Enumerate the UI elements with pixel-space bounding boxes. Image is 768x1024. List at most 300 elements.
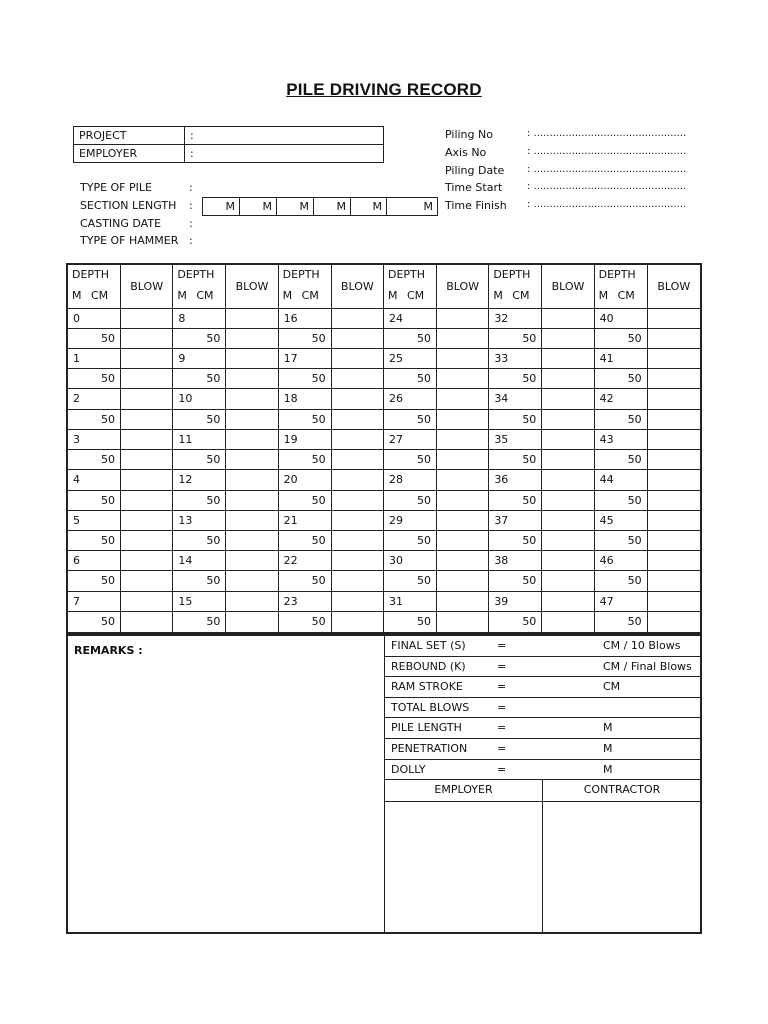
time-finish-value[interactable]: : ................................................	[527, 199, 687, 210]
blow-cell[interactable]	[332, 450, 383, 469]
table-row	[279, 571, 383, 591]
blow-cell[interactable]	[121, 329, 172, 348]
blow-cell[interactable]	[648, 571, 700, 590]
depth-centimeter: 50	[416, 534, 431, 548]
depth-centimeter: 50	[101, 493, 115, 507]
depth-meter: 30	[388, 554, 403, 568]
depth-cell	[384, 592, 437, 611]
blow-cell[interactable]	[332, 551, 383, 570]
blow-cell[interactable]	[437, 389, 488, 408]
result-row	[385, 677, 701, 698]
blow-cell[interactable]	[226, 612, 277, 632]
blow-cell[interactable]	[332, 410, 383, 429]
blow-cell[interactable]	[648, 329, 700, 348]
depth-meter: 28	[388, 473, 403, 487]
table-row	[279, 470, 383, 490]
table-row	[173, 592, 277, 612]
blow-cell[interactable]	[648, 592, 700, 611]
blow-cell[interactable]	[121, 571, 172, 590]
depth-meter: 35	[494, 432, 509, 446]
depth-cell	[595, 511, 648, 530]
depth-cell	[68, 612, 121, 632]
blow-cell[interactable]	[121, 309, 172, 328]
blow-cell[interactable]	[226, 571, 277, 590]
depth-group	[595, 265, 700, 632]
blow-cell[interactable]	[121, 389, 172, 408]
blow-cell[interactable]	[332, 470, 383, 489]
blow-cell[interactable]	[542, 612, 593, 632]
bottom-section	[66, 634, 702, 934]
depth-cell	[173, 450, 226, 469]
depth-cell	[68, 592, 121, 611]
type-of-pile-colon: :	[189, 181, 193, 194]
depth-cell	[279, 571, 332, 590]
table-row	[68, 369, 172, 389]
depth-cell	[68, 430, 121, 449]
segment-box[interactable]: M	[202, 197, 240, 216]
blow-cell[interactable]	[437, 329, 488, 348]
depth-cell	[173, 531, 226, 550]
piling-no-label: Piling No	[445, 128, 493, 141]
blow-cell[interactable]	[542, 531, 593, 550]
blow-cell[interactable]	[542, 592, 593, 611]
blow-cell[interactable]	[648, 369, 700, 388]
blow-cell[interactable]	[542, 470, 593, 489]
depth-meter: 34	[494, 392, 509, 406]
result-label: DOLLY	[391, 762, 426, 776]
blow-cell[interactable]	[437, 531, 488, 550]
table-row	[595, 571, 700, 591]
blow-cell[interactable]	[332, 511, 383, 530]
depth-centimeter: 50	[101, 534, 115, 548]
depth-cell	[68, 309, 121, 328]
blow-cell[interactable]	[542, 571, 593, 590]
blow-cell[interactable]	[437, 470, 488, 489]
result-row	[385, 698, 701, 719]
depth-meter: 36	[494, 473, 509, 487]
blow-cell[interactable]	[332, 531, 383, 550]
depth-meter: 23	[283, 594, 298, 608]
depth-cell	[595, 349, 648, 368]
depth-cell	[173, 592, 226, 611]
depth-meter: 2	[73, 392, 80, 406]
table-row	[384, 531, 488, 551]
blow-cell[interactable]	[226, 309, 277, 328]
segment-box[interactable]: M	[351, 197, 387, 216]
blow-cell[interactable]	[226, 531, 277, 550]
table-row	[173, 329, 277, 349]
depth-cell	[384, 309, 437, 328]
blow-cell[interactable]	[648, 551, 700, 570]
blow-cell[interactable]	[121, 592, 172, 611]
blow-cell[interactable]	[121, 450, 172, 469]
piling-no-value[interactable]: : ................................................	[527, 128, 687, 139]
depth-centimeter: 50	[206, 331, 221, 345]
segment-box[interactable]: M	[240, 197, 277, 216]
blow-cell[interactable]	[437, 450, 488, 469]
table-row	[595, 592, 700, 612]
depth-meter: 41	[599, 352, 614, 366]
depth-cell	[173, 571, 226, 590]
piling-date-value[interactable]: : ................................................	[527, 164, 687, 175]
table-row	[173, 511, 277, 531]
depth-centimeter: 50	[416, 331, 431, 345]
employer-colon: :	[190, 147, 194, 160]
blow-cell[interactable]	[542, 309, 593, 328]
result-label: PILE LENGTH	[391, 721, 462, 735]
table-row	[384, 511, 488, 531]
depth-cell	[489, 612, 542, 632]
blow-cell[interactable]	[648, 450, 700, 469]
depth-meter: 32	[494, 311, 509, 325]
time-start-label: Time Start	[445, 181, 503, 194]
blow-header-label: BLOW	[130, 279, 164, 293]
depth-meter: 1	[73, 352, 80, 366]
table-row	[279, 410, 383, 430]
depth-meter: 15	[178, 594, 193, 608]
depth-meter: 4	[73, 473, 80, 487]
depth-cell	[384, 491, 437, 510]
depth-centimeter: 50	[627, 372, 642, 386]
blow-cell[interactable]	[226, 369, 277, 388]
blow-cell[interactable]	[226, 410, 277, 429]
table-row	[595, 329, 700, 349]
axis-no-value[interactable]: : ................................................	[527, 146, 687, 157]
depth-cell	[595, 571, 648, 590]
depth-cell	[489, 430, 542, 449]
table-row	[173, 389, 277, 409]
blow-cell[interactable]	[437, 349, 488, 368]
depth-cell	[595, 369, 648, 388]
depth-cell	[489, 410, 542, 429]
employer-label: EMPLOYER	[79, 147, 138, 160]
table-row	[489, 430, 593, 450]
blow-cell[interactable]	[226, 329, 277, 348]
depth-cell	[489, 309, 542, 328]
blow-cell[interactable]	[437, 369, 488, 388]
casting-date-label: CASTING DATE	[80, 217, 162, 230]
depth-group-header	[595, 265, 700, 309]
table-row	[279, 430, 383, 450]
blow-cell[interactable]	[437, 612, 488, 632]
result-equals: =	[497, 742, 507, 755]
depth-centimeter: 50	[206, 614, 221, 628]
blow-cell[interactable]	[542, 329, 593, 348]
depth-meter: 6	[73, 554, 80, 568]
depth-meter: 5	[73, 513, 80, 527]
blow-cell[interactable]	[121, 430, 172, 449]
blow-cell[interactable]	[542, 349, 593, 368]
table-row	[173, 571, 277, 591]
blow-cell[interactable]	[226, 491, 277, 510]
depth-meter: 22	[283, 554, 298, 568]
table-row	[68, 329, 172, 349]
depth-cell	[489, 531, 542, 550]
depth-cell	[68, 369, 121, 388]
employer-signature-header: EMPLOYER	[385, 780, 543, 802]
depth-cell	[384, 571, 437, 590]
depth-cell	[279, 592, 332, 611]
blow-cell[interactable]	[542, 430, 593, 449]
blow-cell[interactable]	[121, 369, 172, 388]
blow-cell[interactable]	[121, 511, 172, 530]
table-row	[384, 329, 488, 349]
table-row	[279, 531, 383, 551]
depth-cell	[489, 470, 542, 489]
blow-cell[interactable]	[226, 450, 277, 469]
blow-cell[interactable]	[648, 430, 700, 449]
table-row	[68, 571, 172, 591]
depth-meter: 26	[388, 392, 403, 406]
blow-cell[interactable]	[121, 470, 172, 489]
depth-cell	[384, 389, 437, 408]
time-start-value[interactable]: : ................................................	[527, 181, 687, 192]
depth-header-label: DEPTH	[282, 268, 320, 281]
depth-cell	[279, 309, 332, 328]
segment-box[interactable]: M	[277, 197, 314, 216]
table-row	[489, 309, 593, 329]
table-row	[489, 551, 593, 571]
table-row	[595, 410, 700, 430]
blow-cell[interactable]	[648, 612, 700, 632]
project-colon: :	[190, 129, 194, 142]
table-row	[595, 470, 700, 490]
project-employer-box	[73, 126, 384, 163]
depth-cell	[595, 470, 648, 489]
depth-cell	[173, 551, 226, 570]
table-row	[279, 369, 383, 389]
depth-meter: 21	[283, 513, 298, 527]
depth-meter: 13	[178, 513, 193, 527]
blow-cell[interactable]	[648, 349, 700, 368]
depth-meter: 19	[283, 432, 298, 446]
blow-cell[interactable]	[121, 349, 172, 368]
blow-cell[interactable]	[648, 491, 700, 510]
blow-cell[interactable]	[226, 389, 277, 408]
segment-box[interactable]: M	[314, 197, 351, 216]
blow-cell[interactable]	[121, 491, 172, 510]
depth-centimeter: 50	[311, 453, 326, 467]
result-equals: =	[497, 639, 507, 652]
blow-cell[interactable]	[437, 410, 488, 429]
blow-header	[437, 265, 488, 308]
blow-cell[interactable]	[542, 551, 593, 570]
depth-header-label: DEPTH	[72, 268, 110, 281]
page-title: PILE DRIVING RECORD	[286, 80, 482, 99]
blow-cell[interactable]	[437, 309, 488, 328]
table-row	[68, 511, 172, 531]
depth-centimeter: 50	[101, 574, 115, 588]
blow-cell[interactable]	[437, 592, 488, 611]
depth-centimeter: 50	[206, 453, 221, 467]
depth-meter: 44	[599, 473, 614, 487]
depth-centimeter: 50	[416, 412, 431, 426]
depth-centimeter: 50	[627, 453, 642, 467]
depth-centimeter: 50	[101, 614, 115, 628]
depth-cell	[489, 389, 542, 408]
blow-cell[interactable]	[332, 349, 383, 368]
blow-cell[interactable]	[542, 389, 593, 408]
depth-group-header	[68, 265, 172, 309]
blow-cell[interactable]	[542, 410, 593, 429]
depth-meter: 25	[388, 352, 403, 366]
depth-cell	[68, 450, 121, 469]
depth-meter: 3	[73, 432, 80, 446]
table-row	[384, 612, 488, 632]
depth-cell	[173, 329, 226, 348]
table-row	[68, 592, 172, 612]
blow-cell[interactable]	[332, 309, 383, 328]
table-row	[173, 531, 277, 551]
blow-cell[interactable]	[542, 450, 593, 469]
depth-cell	[173, 309, 226, 328]
blow-cell[interactable]	[437, 571, 488, 590]
blow-header	[121, 265, 172, 308]
segment-box[interactable]: M	[387, 197, 438, 216]
blow-header	[648, 265, 700, 308]
table-row	[489, 329, 593, 349]
result-equals: =	[497, 721, 507, 735]
table-row	[595, 369, 700, 389]
blow-cell[interactable]	[332, 571, 383, 590]
results-panel	[384, 636, 700, 932]
depth-header	[595, 265, 648, 308]
result-row	[385, 760, 701, 781]
table-row	[489, 531, 593, 551]
depth-cell	[279, 389, 332, 408]
result-equals: =	[497, 659, 507, 673]
table-row	[489, 369, 593, 389]
table-row	[173, 349, 277, 369]
blow-cell[interactable]	[648, 531, 700, 550]
depth-centimeter: 50	[206, 372, 221, 386]
depth-cell	[489, 571, 542, 590]
blow-header-label: BLOW	[446, 279, 480, 293]
depth-centimeter: 50	[416, 574, 431, 588]
blow-cell[interactable]	[226, 592, 277, 611]
blow-cell[interactable]	[648, 309, 700, 328]
table-row	[279, 551, 383, 571]
result-row	[385, 636, 701, 657]
table-row	[595, 612, 700, 632]
depth-header	[279, 265, 332, 308]
depth-centimeter: 50	[311, 412, 326, 426]
depth-meter: 24	[388, 311, 403, 325]
depth-cell	[489, 592, 542, 611]
depth-header-label: DEPTH	[177, 268, 215, 281]
table-row	[279, 309, 383, 329]
table-row	[384, 349, 488, 369]
blow-cell[interactable]	[437, 511, 488, 530]
depth-centimeter: 50	[311, 372, 326, 386]
depth-header-label: DEPTH	[493, 268, 531, 281]
table-row	[595, 389, 700, 409]
table-row	[173, 410, 277, 430]
depth-meter: 46	[599, 554, 614, 568]
depth-group-header	[384, 265, 488, 309]
blow-cell[interactable]	[332, 369, 383, 388]
blow-cell[interactable]	[542, 369, 593, 388]
blow-cell[interactable]	[332, 491, 383, 510]
depth-cell	[384, 349, 437, 368]
blow-cell[interactable]	[542, 511, 593, 530]
depth-centimeter: 50	[311, 331, 326, 345]
table-row	[68, 450, 172, 470]
table-row	[384, 450, 488, 470]
blow-header-label: BLOW	[340, 279, 374, 293]
blow-cell[interactable]	[226, 551, 277, 570]
table-row	[384, 551, 488, 571]
depth-unit-label: M CM	[493, 289, 530, 302]
blow-cell[interactable]	[332, 612, 383, 632]
table-row	[489, 450, 593, 470]
blow-cell[interactable]	[542, 491, 593, 510]
table-row	[595, 450, 700, 470]
depth-cell	[68, 410, 121, 429]
table-row	[279, 349, 383, 369]
depth-cell	[384, 470, 437, 489]
result-label: RAM STROKE	[391, 680, 463, 694]
type-of-hammer-colon: :	[189, 234, 193, 247]
result-label: PENETRATION	[391, 742, 468, 755]
blow-cell[interactable]	[226, 511, 277, 530]
depth-centimeter: 50	[627, 574, 642, 588]
depth-centimeter: 50	[311, 493, 326, 507]
blow-cell[interactable]	[437, 551, 488, 570]
depth-cell	[68, 571, 121, 590]
depth-meter: 31	[388, 594, 403, 608]
blow-cell[interactable]	[648, 410, 700, 429]
blow-cell[interactable]	[332, 329, 383, 348]
table-row	[595, 511, 700, 531]
depth-cell	[595, 592, 648, 611]
depth-cell	[279, 369, 332, 388]
table-row	[489, 511, 593, 531]
casting-date-colon: :	[189, 217, 193, 230]
blow-cell[interactable]	[226, 470, 277, 489]
blow-cell[interactable]	[648, 470, 700, 489]
blow-cell[interactable]	[332, 389, 383, 408]
depth-cell	[489, 511, 542, 530]
blow-cell[interactable]	[648, 511, 700, 530]
blow-cell[interactable]	[648, 389, 700, 408]
depth-centimeter: 50	[627, 614, 642, 628]
blow-cell[interactable]	[226, 349, 277, 368]
depth-centimeter: 50	[101, 412, 115, 426]
blow-cell[interactable]	[121, 551, 172, 570]
table-row	[68, 531, 172, 551]
table-row	[489, 410, 593, 430]
blow-cell[interactable]	[332, 430, 383, 449]
result-equals: =	[497, 680, 507, 694]
blow-cell[interactable]	[437, 430, 488, 449]
blow-cell[interactable]	[121, 410, 172, 429]
section-length-colon: :	[189, 199, 193, 212]
blow-cell[interactable]	[226, 430, 277, 449]
depth-meter: 37	[494, 513, 509, 527]
blow-cell[interactable]	[121, 531, 172, 550]
blow-cell[interactable]	[332, 592, 383, 611]
blow-cell[interactable]	[121, 612, 172, 632]
depth-header	[173, 265, 226, 308]
table-row	[384, 430, 488, 450]
table-row	[279, 450, 383, 470]
result-unit: M	[603, 762, 613, 776]
depth-meter: 42	[599, 392, 614, 406]
blow-cell[interactable]	[437, 491, 488, 510]
table-row	[489, 612, 593, 632]
table-row	[384, 491, 488, 511]
